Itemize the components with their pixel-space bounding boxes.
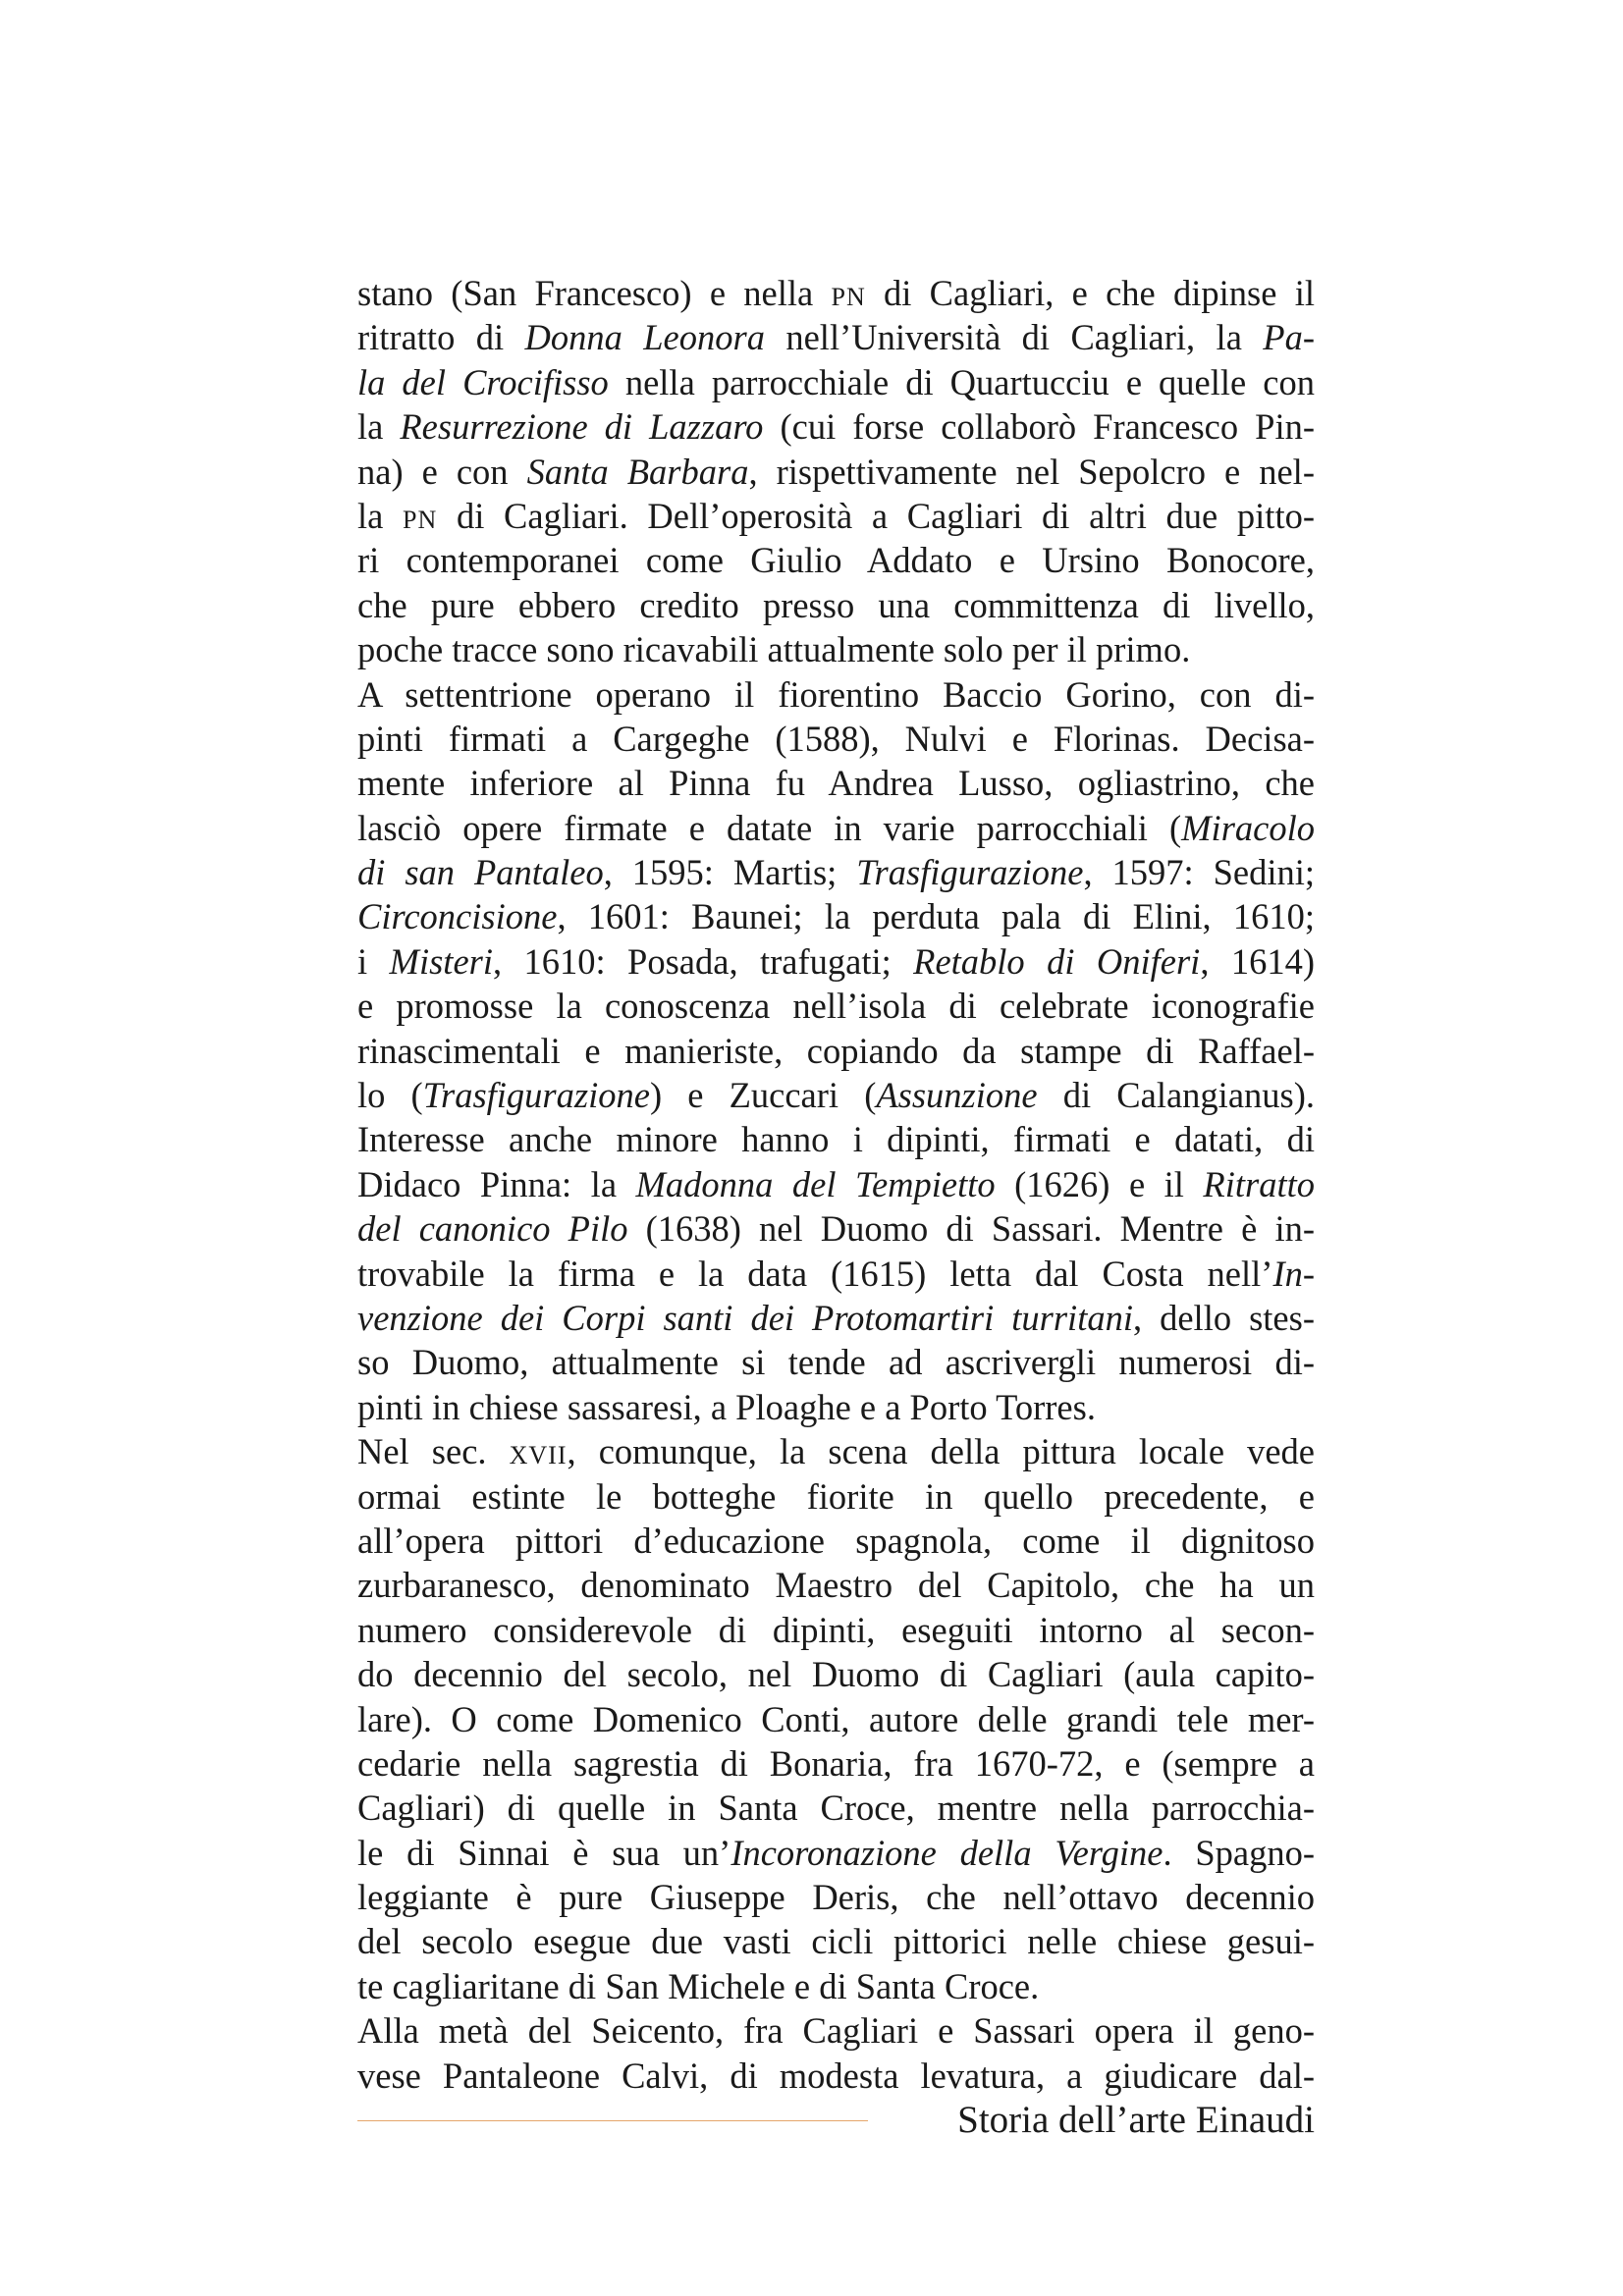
italic-title: Trasfigurazione xyxy=(856,852,1084,893)
text-line xyxy=(357,894,1315,938)
text-segment: di Cagliari, e che dipinse il xyxy=(865,273,1315,313)
text-segment: e promosse la conoscenza nell’isola di celebrate iconografie xyxy=(357,986,1315,1027)
text-line xyxy=(357,360,1315,404)
text-segment: (1626) e il xyxy=(995,1163,1204,1204)
text-segment: di Calangianus). xyxy=(1037,1075,1315,1116)
text-line xyxy=(357,806,1315,850)
text-segment: le di Sinnai è sua un’ xyxy=(357,1832,731,1873)
text-segment: i xyxy=(357,940,390,982)
italic-title: Resurrezione di Lazzaro xyxy=(400,406,764,448)
text-segment: ormai estinte le botteghe fiorite in quello precedente, e xyxy=(357,1475,1315,1517)
italic-title: Miracolo xyxy=(1181,807,1315,848)
text-line xyxy=(357,672,1315,717)
text-segment: Interesse anche minore hanno i dipinti, firmati e datati, di xyxy=(357,1119,1315,1160)
text-line xyxy=(357,1252,1315,1296)
text-line xyxy=(357,717,1315,761)
italic-title: Assunzione xyxy=(876,1075,1038,1116)
small-caps-abbrev: xvii xyxy=(509,1431,568,1472)
text-segment: la xyxy=(357,495,404,536)
text-segment: na) e con xyxy=(357,451,527,492)
text-segment: Cagliari) di quelle in Santa Croce, mentre nella parrocchia- xyxy=(357,1788,1315,1829)
footer-rule xyxy=(357,2120,868,2121)
text-line xyxy=(357,761,1315,805)
text-line xyxy=(357,1608,1315,1652)
italic-title: Madonna del Tempietto xyxy=(635,1163,996,1204)
text-segment: nella parrocchiale di Quartucciu e quelle con xyxy=(608,361,1315,402)
italic-title: Misteri xyxy=(389,940,493,982)
text-segment: lare). O come Domenico Conti, autore delle grandi tele mer- xyxy=(357,1698,1315,1739)
text-segment: , 1597: Sedini; xyxy=(1083,852,1315,893)
text-segment: (1638) nel Duomo di Sassari. Mentre è in- xyxy=(627,1208,1316,1250)
text-segment: ) e Zuccari ( xyxy=(649,1075,877,1116)
italic-title: Circoncisione xyxy=(357,896,558,937)
italic-title: la del Crocifisso xyxy=(357,361,609,402)
text-line xyxy=(357,1831,1315,1875)
text-line xyxy=(357,1919,1315,1963)
text-line xyxy=(357,1162,1315,1206)
text-line xyxy=(357,1964,1315,2008)
text-segment: poche tracce sono ricavabili attualmente solo per il primo. xyxy=(357,629,1191,670)
footer-book-title: Storia dell’arte Einaudi xyxy=(957,2099,1315,2141)
text-segment: te cagliaritane di San Michele e di Santa Croce. xyxy=(357,1965,1040,2006)
text-segment: so Duomo, attualmente si tende ad ascrivergli numerosi di- xyxy=(357,1342,1315,1383)
text-segment: numero considerevole di dipinti, eseguiti intorno al secon- xyxy=(357,1609,1315,1650)
text-line xyxy=(357,1029,1315,1073)
text-line xyxy=(357,450,1315,494)
text-line xyxy=(357,1519,1315,1563)
text-line xyxy=(357,1741,1315,1786)
text-line xyxy=(357,1296,1315,1340)
text-line xyxy=(357,1474,1315,1519)
text-segment: vese Pantaleone Calvi, di modesta levatura, a giudicare dal- xyxy=(357,2055,1315,2096)
text-segment: , 1610: Posada, trafugati; xyxy=(492,940,914,982)
text-segment: pinti firmati a Cargeghe (1588), Nulvi e Florinas. Decisa- xyxy=(357,718,1315,759)
text-segment: mente inferiore al Pinna fu Andrea Lusso, ogliastrino, che xyxy=(357,763,1315,804)
text-line xyxy=(357,1697,1315,1741)
text-segment: nell’Università di Cagliari, la xyxy=(764,317,1264,358)
text-line xyxy=(357,583,1315,627)
text-segment: stano (San Francesco) e nella xyxy=(357,273,832,313)
text-line xyxy=(357,404,1315,449)
small-caps-abbrev: pn xyxy=(831,273,866,313)
text-line xyxy=(357,850,1315,894)
text-line xyxy=(357,315,1315,359)
text-segment: . Spagno- xyxy=(1163,1832,1316,1873)
text-segment: A settentrione operano il fiorentino Baccio Gorino, con di- xyxy=(357,673,1315,715)
italic-title: In- xyxy=(1272,1253,1315,1294)
text-segment: , 1614) xyxy=(1200,940,1315,982)
text-segment: lasciò opere firmate e datate in varie parrocchiali ( xyxy=(357,807,1182,848)
text-line xyxy=(357,1340,1315,1384)
text-line xyxy=(357,1206,1315,1251)
italic-title: Pa- xyxy=(1263,317,1315,358)
text-segment: del secolo esegue due vasti cicli pittorici nelle chiese gesui- xyxy=(357,1921,1315,1962)
text-segment: di Cagliari. Dell’operosità a Cagliari di altri due pitto- xyxy=(437,495,1315,536)
italic-title: venzione dei Corpi santi dei Protomartiri turritani xyxy=(357,1297,1133,1338)
text-segment: pinti in chiese sassaresi, a Ploaghe e a Porto Torres. xyxy=(357,1386,1096,1427)
text-segment: do decennio del secolo, nel Duomo di Cagliari (aula capito- xyxy=(357,1654,1315,1695)
text-line xyxy=(357,1652,1315,1696)
text-segment: Nel sec. xyxy=(357,1431,510,1472)
italic-title: di san Pantaleo xyxy=(357,852,604,893)
text-segment: , 1595: Martis; xyxy=(603,852,857,893)
text-line xyxy=(357,2054,1315,2098)
text-segment: che pure ebbero credito presso una committenza di livello, xyxy=(357,584,1315,625)
text-line xyxy=(357,1073,1315,1117)
text-line xyxy=(357,1385,1315,1429)
text-line xyxy=(357,1875,1315,1919)
text-line xyxy=(357,1563,1315,1607)
small-caps-abbrev: pn xyxy=(403,495,438,536)
text-line xyxy=(357,494,1315,538)
text-line xyxy=(357,984,1315,1028)
text-segment: zurbaranesco, denominato Maestro del Capitolo, che ha un xyxy=(357,1565,1315,1606)
text-segment: rinascimentali e manieriste, copiando da stampe di Raffael- xyxy=(357,1030,1315,1071)
text-line xyxy=(357,1786,1315,1830)
text-segment: , rispettivamente nel Sepolcro e nel- xyxy=(748,451,1315,492)
italic-title: Retablo di Oniferi xyxy=(913,940,1201,982)
text-segment: Alla metà del Seicento, fra Cagliari e Sassari opera il geno- xyxy=(357,2010,1315,2052)
text-segment: ritratto di xyxy=(357,317,525,358)
text-segment: ri contemporanei come Giulio Addato e Ursino Bonocore, xyxy=(357,540,1315,581)
text-segment: Didaco Pinna: la xyxy=(357,1163,636,1204)
text-line xyxy=(357,271,1315,315)
text-segment: la xyxy=(357,406,401,448)
text-segment: trovabile la firma e la data (1615) letta dal Costa nell’ xyxy=(357,1253,1273,1294)
italic-title: Incoronazione della Vergine xyxy=(730,1832,1163,1873)
text-segment: , comunque, la scena della pittura locale vede xyxy=(567,1431,1316,1472)
text-line xyxy=(357,1429,1315,1473)
italic-title: del canonico Pilo xyxy=(357,1208,628,1250)
text-line xyxy=(357,939,1315,984)
text-segment: , dello stes- xyxy=(1132,1297,1315,1338)
text-segment: lo ( xyxy=(357,1075,423,1116)
text-segment: , 1601: Baunei; la perduta pala di Elini, 1610; xyxy=(557,896,1315,937)
italic-title: Ritratto xyxy=(1203,1163,1315,1204)
italic-title: Trasfigurazione xyxy=(422,1075,650,1116)
text-segment: (cui forse collaborò Francesco Pin- xyxy=(763,406,1316,448)
text-line xyxy=(357,2008,1315,2053)
text-segment: all’opera pittori d’educazione spagnola, come il dignitoso xyxy=(357,1520,1315,1561)
text-line xyxy=(357,627,1315,671)
italic-title: Donna Leonora xyxy=(524,317,765,358)
text-segment: cedarie nella sagrestia di Bonaria, fra 1670-72, e (sempre a xyxy=(357,1742,1315,1784)
italic-title: Santa Barbara xyxy=(526,451,749,492)
text-line xyxy=(357,538,1315,582)
body-text xyxy=(357,271,1315,2098)
text-line xyxy=(357,1117,1315,1161)
text-segment: leggiante è pure Giuseppe Deris, che nell’ottavo decennio xyxy=(357,1877,1315,1918)
